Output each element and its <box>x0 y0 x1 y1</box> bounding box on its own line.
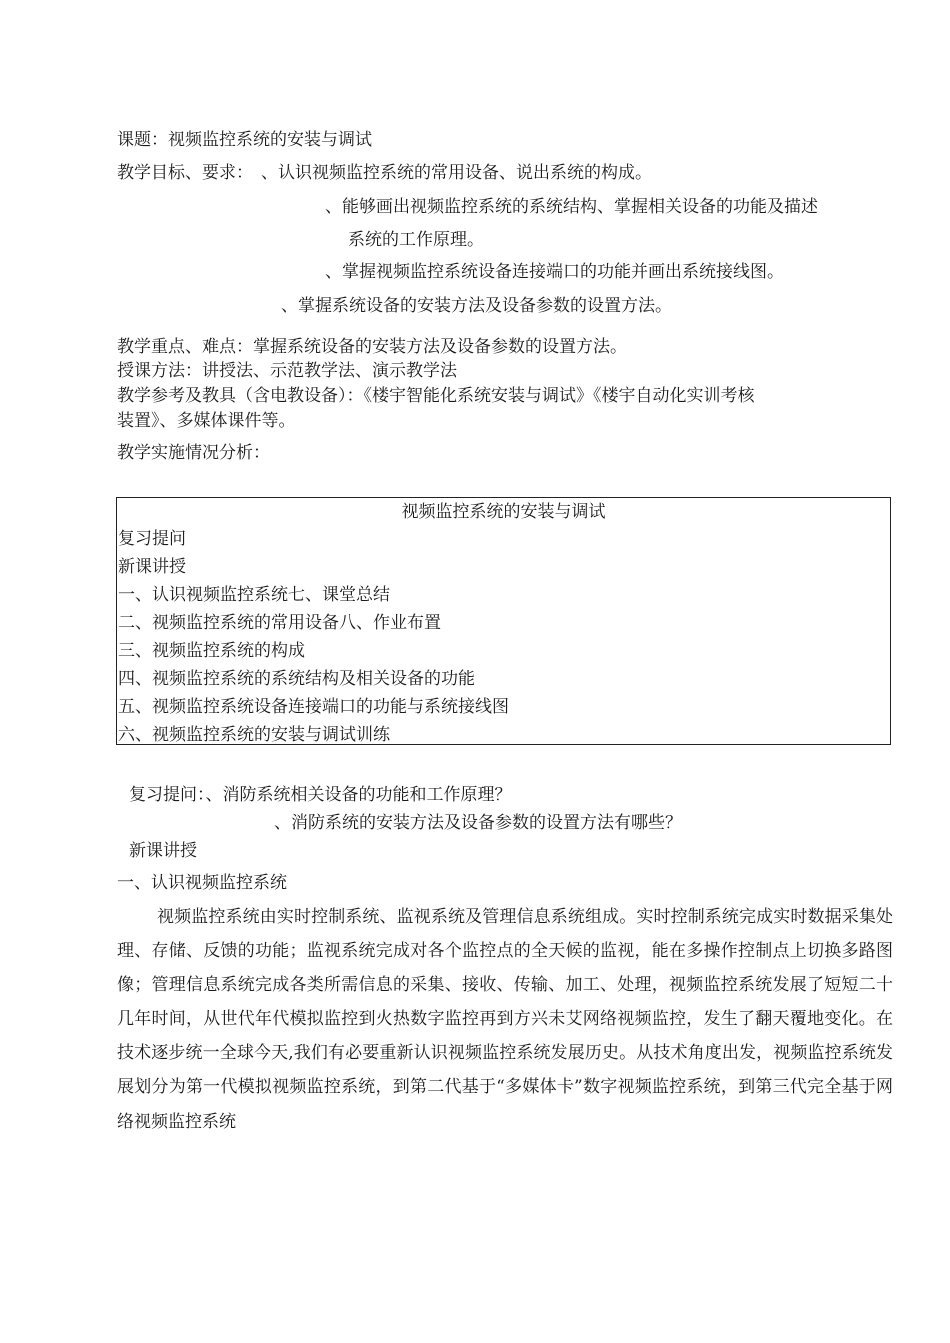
objective-2: 、能够画出视频监控系统的系统结构、掌握相关设备的功能及描述 <box>325 197 818 217</box>
topic-line: 课题：视频监控系统的安装与调试 <box>117 130 372 150</box>
review-question-1: 复习提问：、消防系统相关设备的功能和工作原理？ <box>129 785 512 805</box>
outline-item: 六、视频监控系统的安装与调试训练 <box>118 725 390 745</box>
section-heading: 一、认识视频监控系统 <box>117 873 287 893</box>
lesson-outline-box <box>116 497 891 745</box>
objective-4: 、掌握系统设备的安装方法及设备参数的设置方法。 <box>281 296 672 316</box>
methods-line: 授课方法：讲授法、示范教学法、演示教学法 <box>117 361 457 381</box>
outline-item: 三、视频监控系统的构成 <box>118 641 305 661</box>
objective-2-continued: 系统的工作原理。 <box>348 230 484 250</box>
objective-3: 、掌握视频监控系统设备连接端口的功能并画出系统接线图。 <box>325 262 784 282</box>
references-line-1: 教学参考及教具（含电教设备）：《楼宇智能化系统安装与调试》《楼宇自动化实训考核 <box>117 386 755 406</box>
review-question-2: 、消防系统的安装方法及设备参数的设置方法有哪些？ <box>274 813 682 833</box>
analysis-line: 教学实施情况分析： <box>117 443 270 463</box>
outline-item: 四、视频监控系统的系统结构及相关设备的功能 <box>118 669 475 689</box>
body-paragraph: 视频监控系统由实时控制系统、监视系统及管理信息系统组成。实时控制系统完成实时数据采集处理、存储、反馈的功能；监视系统完成对各个监控点的全天候的监视，能在多操作控制点上切换多路图像；管理信息系统完成各类所需信息的采集、接收、传输、加工、处理，视频监控系统发展了短短二十几年时间，从世代年代模拟监控到火热数字监控再到方兴未艾网络视频监控，发生了翻天覆地变化。在技术逐步统一全球今天,我们有必要重新认识视频监控系统发展历史。从技术角度出发，视频监控系统发展划分为第一代模拟视频监控系统，到第二代基于“多媒体卡”数字视频监控系统，到第三代完全基于网络视频监控系统 <box>117 907 893 1132</box>
outline-item: 二、视频监控系统的常用设备八、作业布置 <box>118 613 441 633</box>
objective-1: 、认识视频监控系统的常用设备、说出系统的构成。 <box>261 163 652 183</box>
outline-item: 复习提问 <box>118 529 186 549</box>
outline-item: 五、视频监控系统设备连接端口的功能与系统接线图 <box>118 697 509 717</box>
outline-item: 一、认识视频监控系统七、课堂总结 <box>118 585 390 605</box>
references-line-2: 装置》、多媒体课件等。 <box>117 411 296 431</box>
outline-title: 视频监控系统的安装与调试 <box>401 502 606 522</box>
objectives-label: 教学目标、要求： <box>117 163 253 183</box>
new-lesson-heading: 新课讲授 <box>129 841 197 861</box>
key-points-line: 教学重点、难点：掌握系统设备的安装方法及设备参数的设置方法。 <box>117 337 627 357</box>
outline-item: 新课讲授 <box>118 557 186 577</box>
